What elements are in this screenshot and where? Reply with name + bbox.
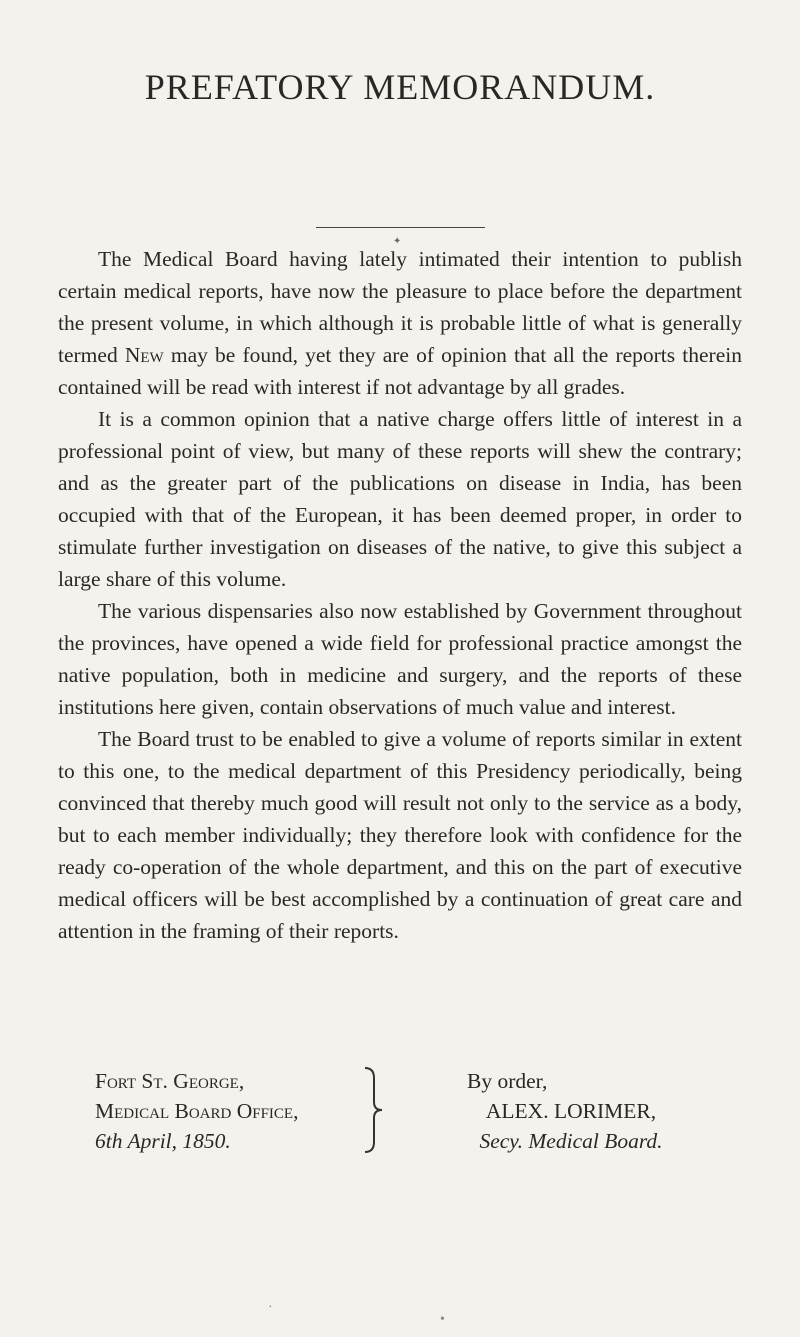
paragraph-3: The various dispensaries also now established by Government throughout the provinces, have opened a wide field for professional practice amongst the native population, both in medicine and surgery, and the reports of these institutions here given, contain observations of much value and interest. (58, 599, 742, 719)
paragraph-2: It is a common opinion that a native charge offers little of interest in a professional point of view, but many of these reports will shew the contrary; and as the greater part of the publications on disease in India, has been occupied with that of the European, it has been deemed proper, in order to stimulate further investigation on diseases of the native, to give this subject a large share of this volume. (58, 407, 742, 591)
page-smudge: · (268, 1300, 273, 1315)
paragraph-1: The Medical Board having lately intimated their intention to publish certain medical reports, have now the pleasure to place before the department the present volume, in which although it is probable little of what is generally termed New may be found, yet they are of opinion that all the reports therein contained will be read with interest if not advantage by all grades. (58, 247, 742, 399)
page-title: PREFATORY MEMORANDUM. (144, 67, 656, 107)
sender-address (95, 1066, 298, 1156)
signatory-name: ALEX. LORIMER, (485, 1099, 657, 1123)
emphasis-new: New (124, 343, 164, 367)
signatory-role: Secy. Medical Board. (479, 1129, 663, 1153)
paragraph-4: The Board trust to be enabled to give a volume of reports similar in extent to this one, to the medical department of this Presidency periodically, being convinced that thereby much good will result not only to the service as a body, but to each member individually; they therefore look with confidence for the ready co-operation of the whole department, and this on the part of executive medical officers will be best accomplished by a continuation of great care and attention in the framing of their reports. (58, 727, 742, 943)
page-dot: • (440, 1312, 445, 1327)
print-mark: ✦ (393, 236, 402, 247)
right-brace-icon (362, 1066, 384, 1154)
title-rule (316, 227, 485, 228)
memorandum-body (58, 243, 742, 947)
memo-date: 6th April, 1850. (95, 1129, 231, 1153)
place-line-1: Fort St. George, (95, 1069, 245, 1093)
by-order: By order, (467, 1069, 548, 1093)
signatory-block (427, 1066, 715, 1156)
place-line-2: Medical Board Office, (95, 1099, 299, 1123)
